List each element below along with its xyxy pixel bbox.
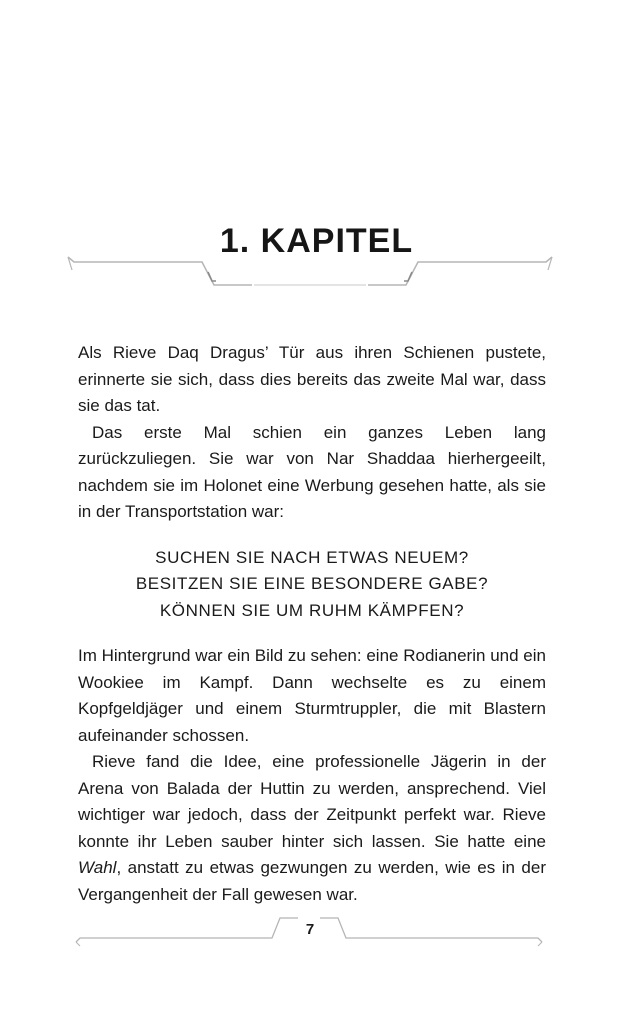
paragraph: Das erste Mal schien ein ganzes Leben lang zurückzuliegen. Sie war von Nar Shaddaa hierhergeeilt, nachdem sie im Holonet eine Werbung gesehen hatte, als sie in der Transportstation war: <box>78 422 546 521</box>
paragraph-text: , anstatt zu etwas gezwungen zu werden, wie es in der Vergangenheit der Fall gewesen war. <box>78 858 546 904</box>
paragraph: Als Rieve Daq Dragus’ Tür aus ihren Schienen pustete, erinnerte sie sich, dass dies bereits das zweite Mal war, dass sie das tat. <box>78 343 546 415</box>
chapter-body <box>78 340 546 908</box>
paragraph <box>78 749 546 908</box>
paragraph-text: Rieve fand die Idee, eine professionelle Jägerin in der Arena von Balada der Huttin zu werden, ansprechend. Viel wichtiger war jedoch, dass der Zeitpunkt perfekt war. Rieve konnte ihr Leben sauber hinter sich lassen. Sie hatte eine <box>78 752 546 851</box>
page-number: 7 <box>305 921 315 938</box>
chapter-title: 1. KAPITEL <box>219 222 414 260</box>
holonet-advertisement <box>78 545 546 625</box>
emphasized-word: Wahl <box>78 858 117 877</box>
advertisement-line: SUCHEN SIE NACH ETWAS NEUEM? <box>155 547 469 567</box>
paragraph: Im Hintergrund war ein Bild zu sehen: eine Rodianerin und ein Wookiee im Kampf. Dann wechselte es zu einem Kopfgeldjäger und einem Sturmtruppler, die mit Blastern aufeinander schossen. <box>78 646 546 745</box>
advertisement-line: BESITZEN SIE EINE BESONDERE GABE? <box>135 574 489 593</box>
advertisement-line: KÖNNEN SIE UM RUHM KÄMPFEN? <box>159 600 465 620</box>
